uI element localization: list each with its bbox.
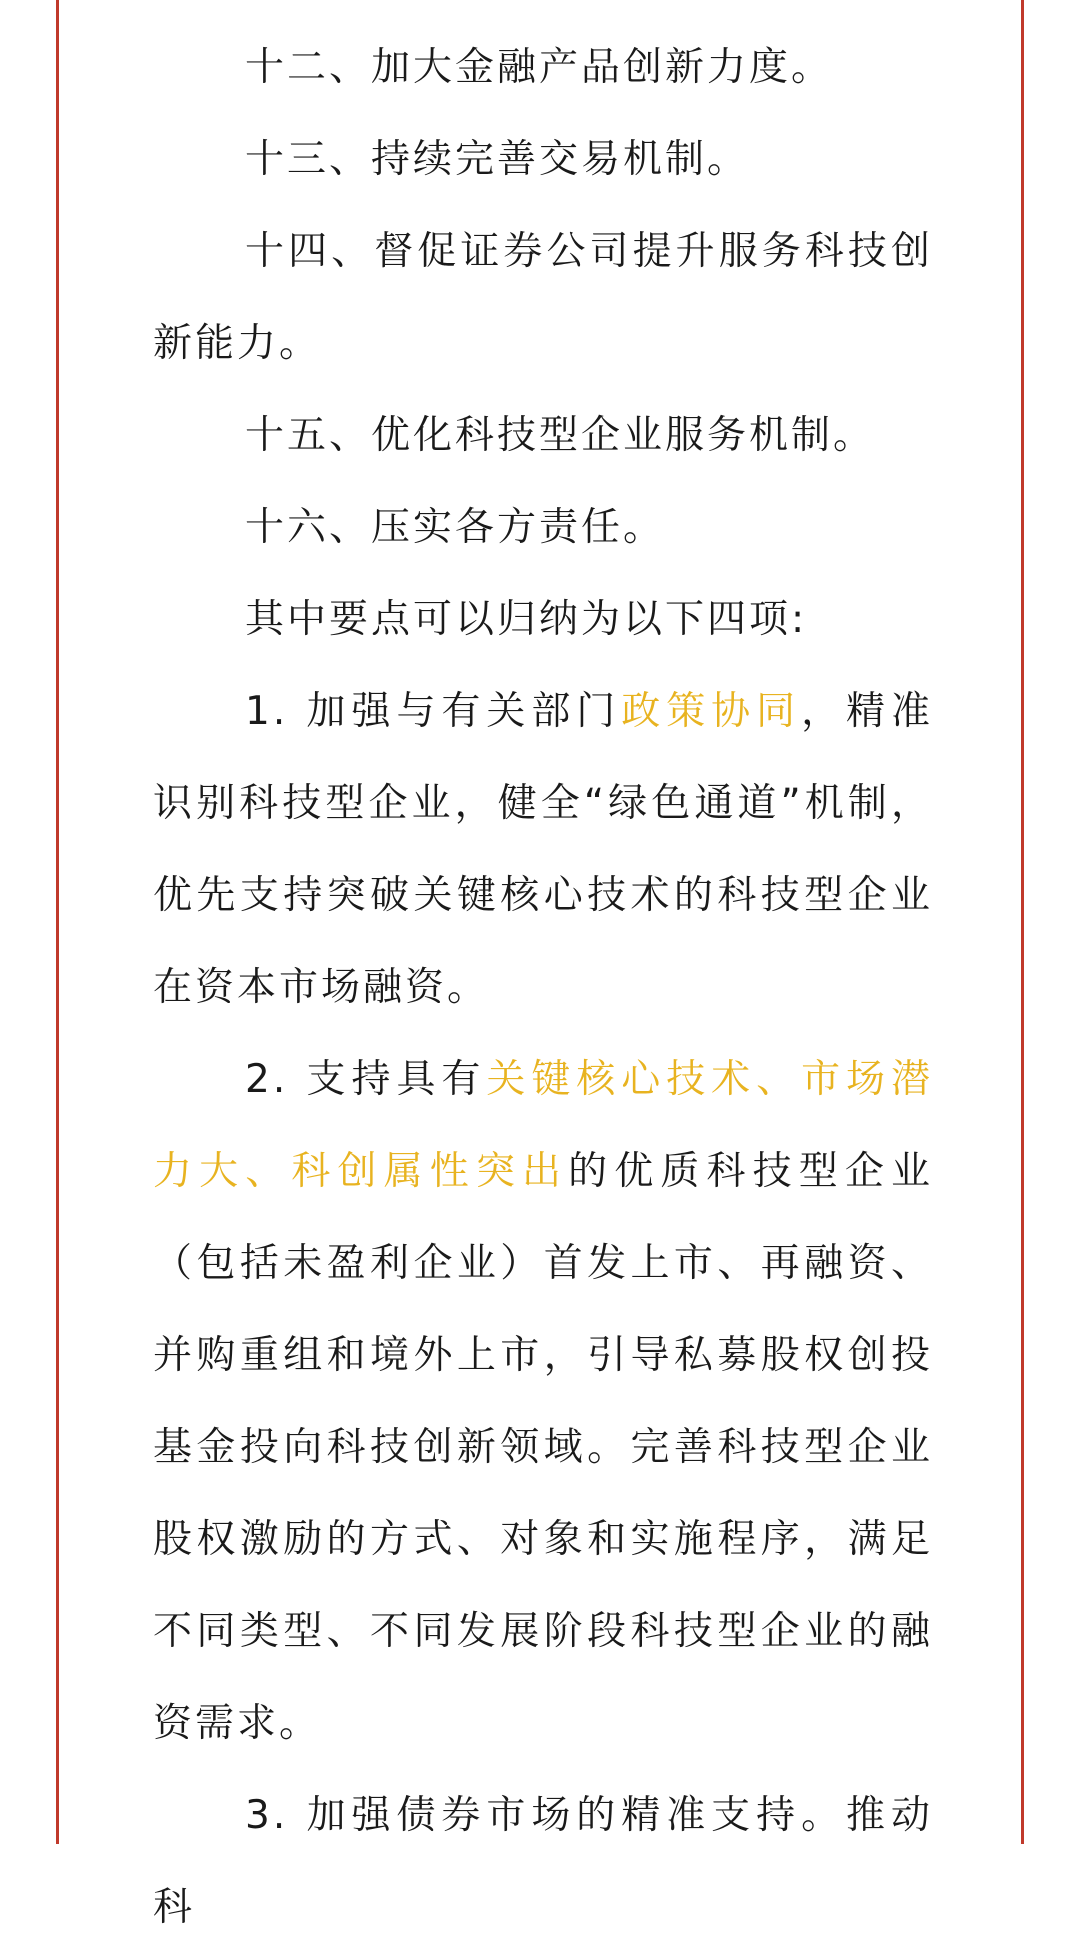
paragraph-14: 十四、督促证券公司提升服务科技创新能力。 bbox=[153, 229, 933, 366]
highlight-key-attributes: 关键核心技术、市场潜力大、科创属性突出 bbox=[153, 1057, 933, 1194]
point-1: 1. 加强与有关部门政策协同，精准识别科技型企业，健全“绿色通道”机制，优先支持突破关键核心技术的科技型企业在资本市场融资。 bbox=[153, 689, 933, 1010]
paragraph-15: 十五、优化科技型企业服务机制。 bbox=[245, 413, 876, 458]
article-body bbox=[153, 22, 933, 1954]
paragraph-13: 十三、持续完善交易机制。 bbox=[245, 137, 750, 182]
point-3: 3. 加强债券市场的精准支持。推动科 bbox=[153, 1793, 933, 1930]
left-border-line bbox=[56, 0, 59, 1844]
right-border-line bbox=[1021, 0, 1024, 1844]
paragraph-16: 十六、压实各方责任。 bbox=[245, 505, 666, 550]
summary-intro: 其中要点可以归纳为以下四项: bbox=[245, 597, 808, 642]
paragraph-12: 十二、加大金融产品创新力度。 bbox=[245, 45, 834, 90]
point-2: 2. 支持具有关键核心技术、市场潜力大、科创属性突出的优质科技型企业（包括未盈利企业）首发上市、再融资、并购重组和境外上市，引导私募股权创投基金投向科技创新领域。完善科技型企业股权激励的方式、对象和实施程序，满足不同类型、不同发展阶段科技型企业的融资需求。 bbox=[153, 1057, 933, 1746]
highlight-policy-coordination: 政策协同 bbox=[621, 689, 802, 734]
